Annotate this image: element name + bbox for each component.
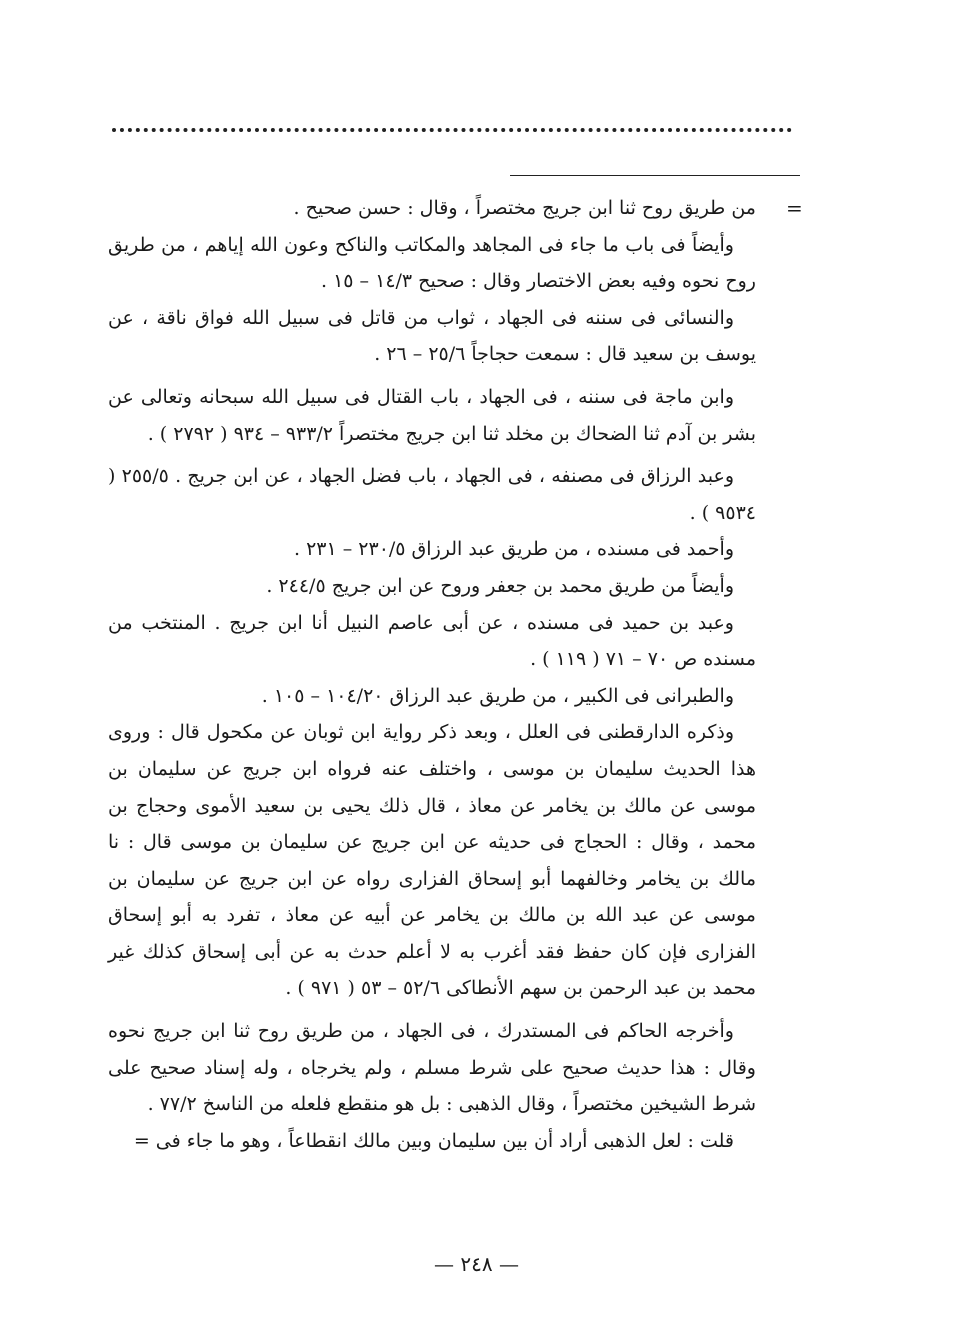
continuation-mark: =	[786, 196, 803, 220]
footnote-rule	[510, 175, 800, 176]
paragraph-10: وذكره الدارقطنى فى العلل ، وبعد ذكر رواية ابن ثوبان عن مكحول قال : وروى هذا الحديث سليمان بن موسى ، واختلف عنه فرواه ابن جريج عن سليمان بن موسى عن مالك بن يخامر عن معاذ ، قال ذلك يحيى بن سعيد الأموى وحجاج بن محمد ، وقال : الحجاج فى حديثه عن ابن جريج عن سليمان بن موسى قال : نا مالك بن يخامر وخالفهما أبو إسحاق الفزارى رواه عن ابن جريج عن سليمان بن موسى عن عبد الله بن مالك بن يخامر عن أبيه عن معاذ ، تفرد به أبو إسحاق الفزارى فإن كان حفظ فقد أغرب به لا أعلم حدث به عن أبى إسحاق كذلك غير محمد بن عبد الرحمن بن سهم الأنطاكى ٥٢/٦ – ٥٣ ( ٩٧١ ) .	[108, 721, 756, 1000]
paragraph-5: وعبد الرزاق فى مصنفه ، فى الجهاد ، باب فضل الجهاد ، عن ابن جريج . ٢٥٥/٥ ( ٩٥٣٤ ) .	[108, 465, 756, 524]
footnote-text	[108, 190, 756, 1159]
paragraph-11: وأخرجه الحاكم فى المستدرك ، فى الجهاد ، من طريق روح ثنا ابن جريج نحوه وقال : هذا حديث صحيح على شرط مسلم ، ولم يخرجاه ، وله إسناد صحيح على شرط الشيخين مختصراً ، وقال الذهبى : بل هو منقطع فلعله من الناسخ ٧٧/٢ .	[108, 1020, 756, 1116]
paragraph-6: وأحمد فى مسنده ، من طريق عبد الرزاق ٢٣٠/٥ – ٢٣١ .	[293, 538, 734, 561]
dotted-separator	[112, 128, 792, 132]
paragraph-1: من طريق روح ثنا ابن جريج مختصراً ، وقال : حسن صحيح .	[293, 197, 756, 219]
paragraph-2: وأيضاً فى باب ما جاء فى المجاهد والمكاتب والناكح وعون الله إياهم ، من طريق روح نحوه وفيه بعض الاختصار وقال : صحيح ١٤/٣ – ١٥ .	[108, 233, 756, 293]
paragraph-12: قلت : لعل الذهبى أراد أن بين سليمان وبين مالك انقطاعاً ، وهو ما جاء فى =	[133, 1129, 734, 1152]
paragraph-8: وعبد بن حميد فى مسنده ، عن أبى عاصم النبيل أنا ابن جريج . المنتخب من مسنده ص ٧٠ – ٧١ ( ١١٩ ) .	[108, 611, 756, 671]
page-number: — ٢٤٨ —	[434, 1252, 519, 1276]
paragraph-4: وابن ماجة فى سننه ، فى الجهاد ، باب القتال فى سبيل الله سبحانه وتعالى عن بشر بن آدم ثنا الضحاك بن مخلد ثنا ابن جريج مختصراً ٩٣٣/٢ – ٩٣٤ ( ٢٧٩٢ ) .	[108, 385, 756, 445]
paragraph-7: وأيضاً من طريق محمد بن جعفر وروح عن ابن جريج ٢٤٤/٥ .	[266, 574, 734, 597]
paragraph-9: والطبرانى فى الكبير ، من طريق عبد الرزاق ١٠٤/٢٠ – ١٠٥ .	[261, 684, 734, 707]
paragraph-3: والنسائى فى سننه فى الجهاد ، ثواب من قاتل فى سبيل الله فواق ناقة ، عن يوسف بن سعيد قال : سمعت حجاجاً ٢٥/٦ – ٢٦ .	[108, 306, 756, 366]
